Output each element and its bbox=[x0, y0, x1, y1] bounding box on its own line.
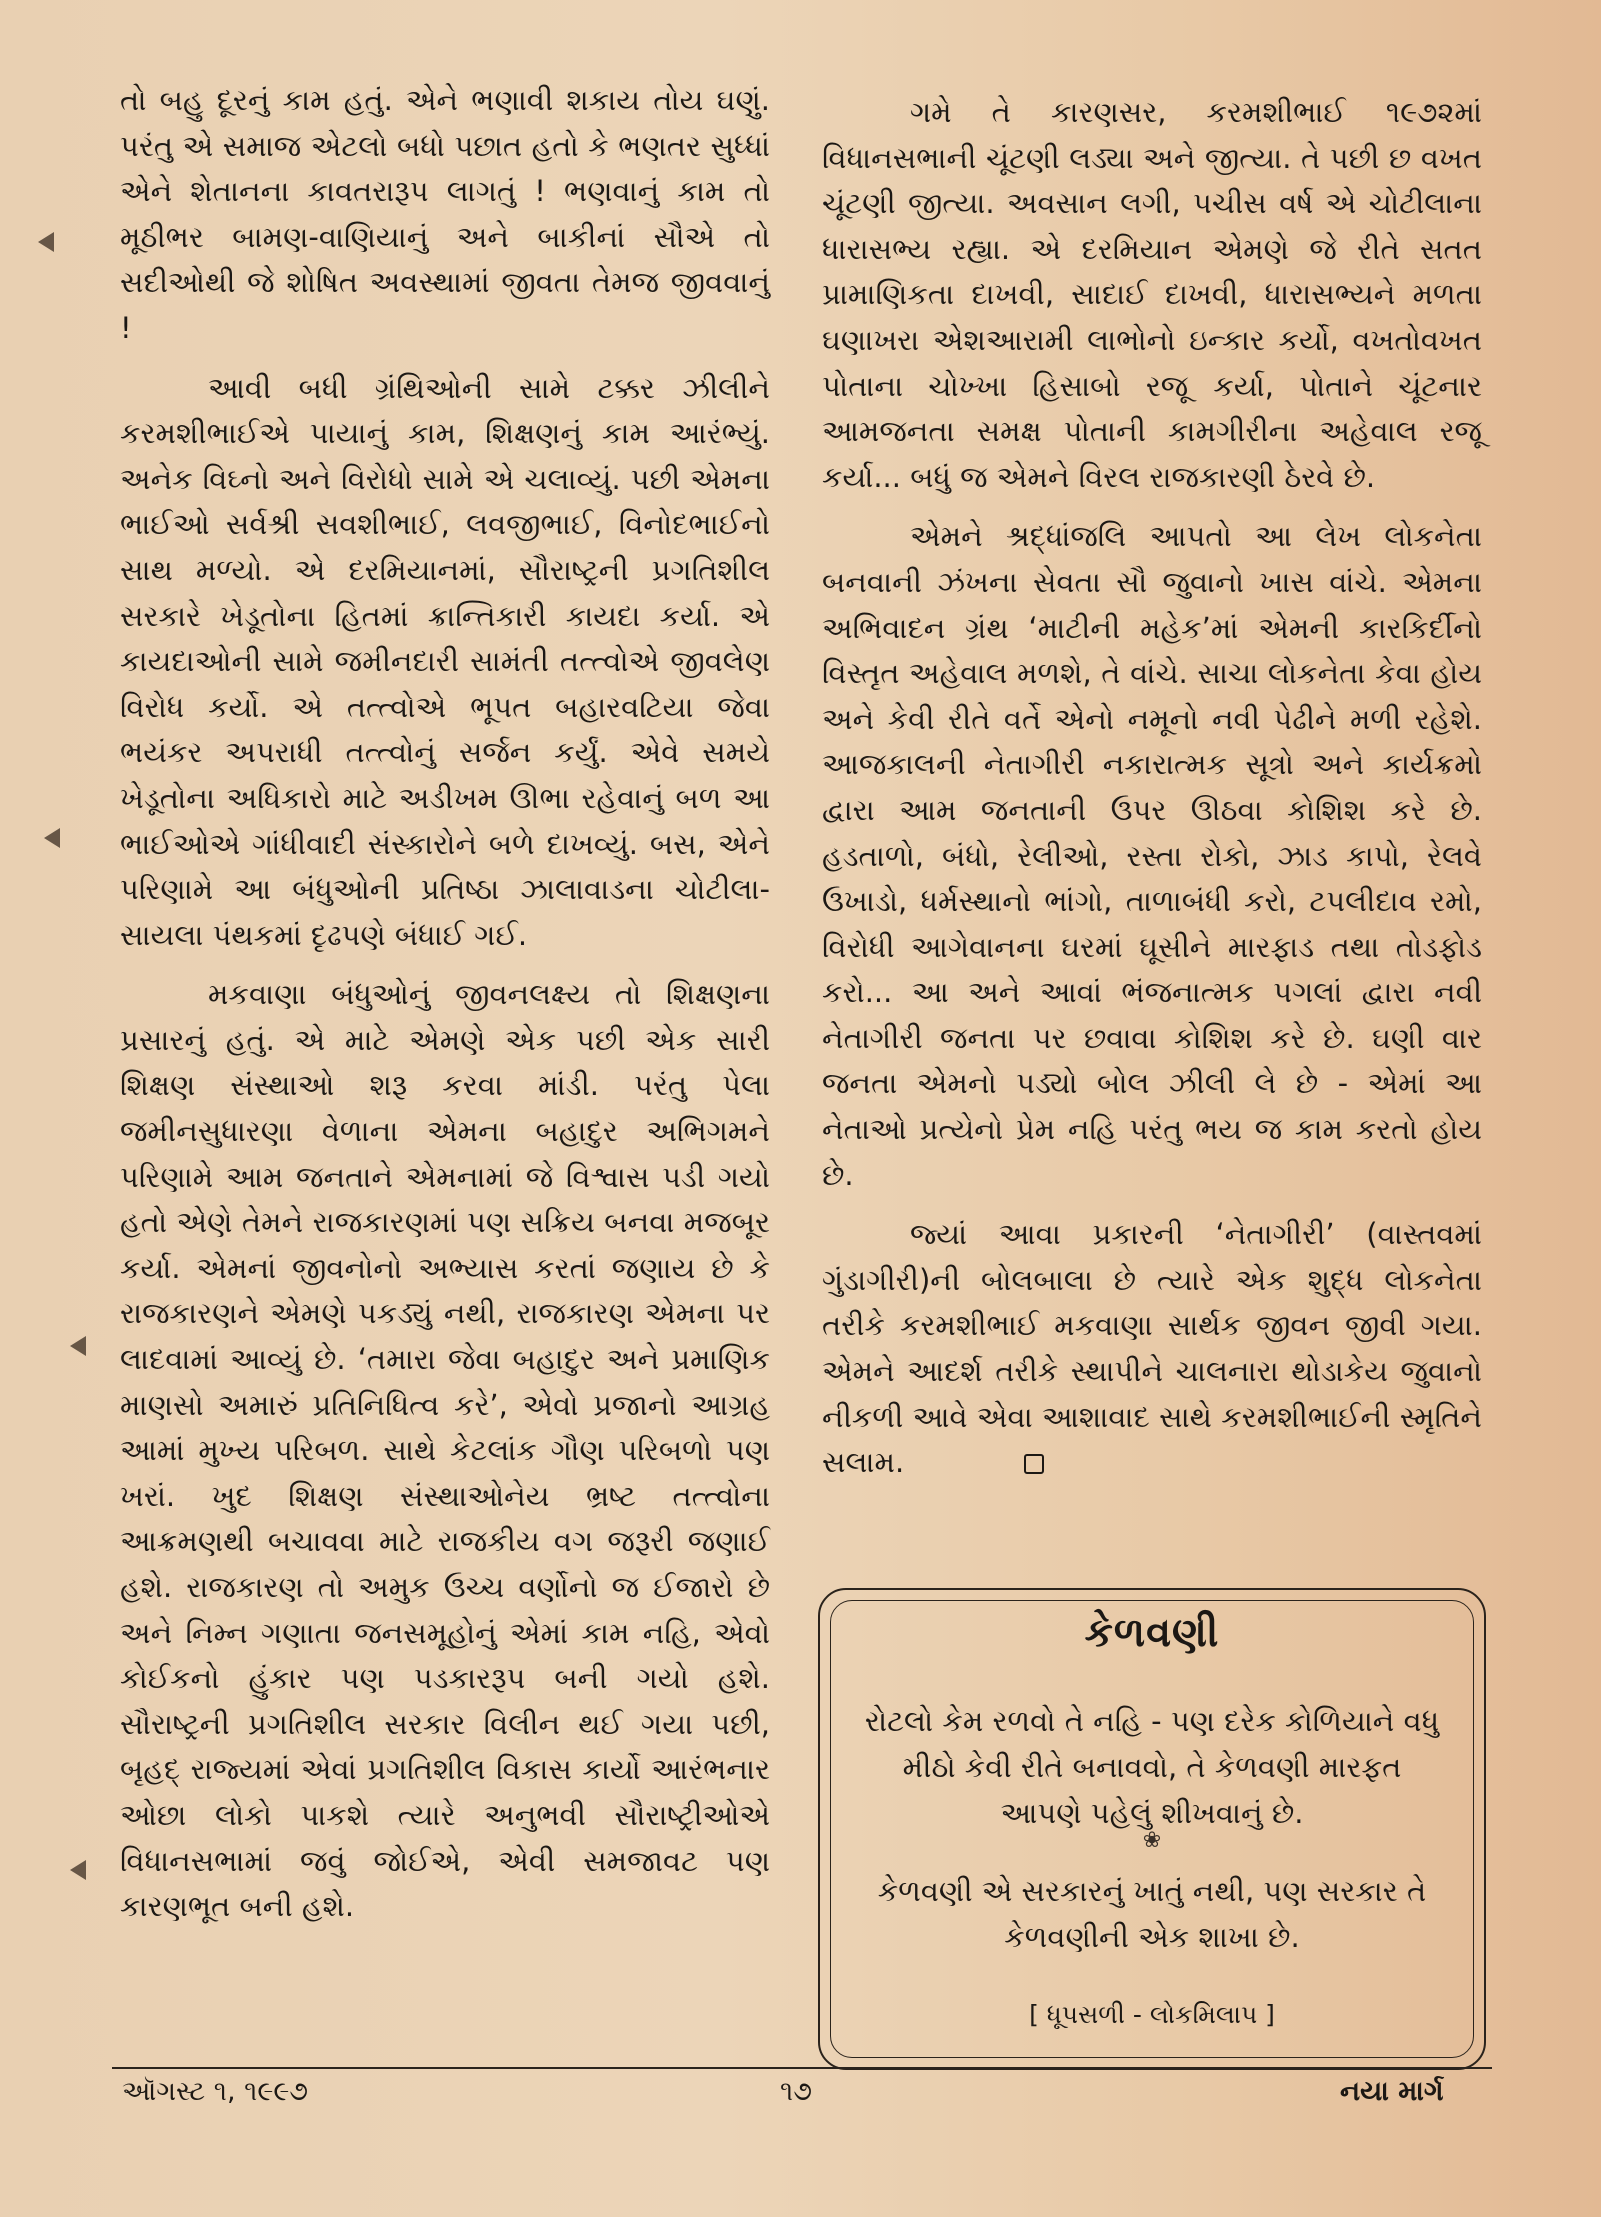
paragraph: તો બહુ દૂરનું કામ હતું. એને ભણાવી શકાય તોય ઘણું. પરંતુ એ સમાજ એટલો બધો પછાત હતો કે ભણતર સુધ્ધાં એને શેતાનના કાવતરારૂપ લાગતું ! ભણવાનું કામ તો મૂઠીભર બામણ-વાણિયાનું અને બાકીનાં સૌએ તો સદીઓથી જે શોષિત અવસ્થામાં જીવતા તેમજ જીવવાનું ! bbox=[120, 83, 770, 345]
left-column bbox=[120, 78, 770, 1944]
box-source: [ ધૂપસળી - લોકમિલાપ ] bbox=[1029, 2000, 1275, 2029]
box-quote-2: કેળવણી એ સરકારનું ખાતું નથી, પણ સરકાર તે કેળવણીની એક શાખા છે. bbox=[877, 1874, 1427, 1954]
footer-divider bbox=[112, 2067, 1492, 2069]
paragraph: આવી બધી ગ્રંથિઓની સામે ટક્કર ઝીલીને કરમશીભાઈએ પાયાનું કામ, શિક્ષણનું કામ આરંભ્યું. અનેક વિઘ્નો અને વિરોધો સામે એ ચલાવ્યું. પછી એમના ભાઈઓ સર્વશ્રી સવશીભાઈ, લવજીભાઈ, વિનોદભાઈનો સાથ મળ્યો. એ દરમિયાનમાં, સૌરાષ્ટ્રની પ્રગતિશીલ સરકારે ખેડૂતોના હિતમાં ક્રાન્તિકારી કાયદા કર્યા. એ કાયદાઓની સામે જમીનદારી સામંતી તત્ત્વોએ જીવલેણ વિરોધ કર્યો. એ તત્ત્વોએ ભૂપત બહારવટિયા જેવા ભયંકર અપરાધી તત્ત્વોનું સર્જન કર્યું. એવે સમયે ખેડૂતોના અધિકારો માટે અડીખમ ઊભા રહેવાનું બળ આ ભાઈઓએ ગાંધીવાદી સંસ્કારોને બળે દાખવ્યું. બસ, એને પરિણામે આ બંધુઓની પ્રતિષ્ઠા ઝાલાવાડના ચોટીલા-સાયલા પંથકમાં દૃઢપણે બંધાઈ ગઈ. bbox=[120, 370, 770, 952]
paragraph: મકવાણા બંધુઓનું જીવનલક્ષ્ય તો શિક્ષણના પ્રસારનું હતું. એ માટે એમણે એક પછી એક સારી શિક્ષણ સંસ્થાઓ શરૂ કરવા માંડી. પરંતુ પેલા જમીનસુધારણા વેળાના એમના બહાદુર અભિગમને પરિણામે આમ જનતાને એમનામાં જે વિશ્વાસ પડી ગયો હતો એણે તેમને રાજકારણમાં પણ સક્રિય બનવા મજબૂર કર્યા. એમનાં જીવનોનો અભ્યાસ કરતાં જણાય છે કે રાજકારણને એમણે પકડ્યું નથી, રાજકારણ એમના પર લાદવામાં આવ્યું છે. ‘તમારા જેવા બહાદુર અને પ્રમાણિક માણસો અમારું પ્રતિનિધિત્વ કરે’, એવો પ્રજાનો આગ્રહ આમાં મુખ્ય પરિબળ. સાથે કેટલાંક ગૌણ પરિબળો પણ ખરાં. ખુદ શિક્ષણ સંસ્થાઓનેય ભ્રષ્ટ તત્ત્વોના આક્રમણથી બચાવવા માટે રાજકીય વગ જરૂરી જણાઈ હશે. રાજકારણ તો અમુક ઉચ્ચ વર્ણોનો જ ઈજારો છે અને નિમ્ન ગણાતા જનસમૂહોનું એમાં કામ નહિ, એવો કોઈકનો હુંકાર પણ પડકારરૂપ બની ગયો હશે. સૌરાષ્ટ્રની પ્રગતિશીલ સરકાર વિલીન થઈ ગયા પછી, બૃહદ્ રાજ્યમાં એવાં પ્રગતિશીલ વિકાસ કાર્યો આરંભનાર ઓછા લોકો પાકશે ત્યારે અનુભવી સૌરાષ્ટ્રીઓએ વિધાનસભામાં જવું જોઈએ, એવી સમજાવટ પણ કારણભૂત બની હશે. bbox=[120, 977, 770, 1924]
paragraph: એમને શ્રદ્ધાંજલિ આપતો આ લેખ લોકનેતા બનવાની ઝંખના સેવતા સૌ જુવાનો ખાસ વાંચે. એમના અભિવાદન ગ્રંથ ‘માટીની મહેક’માં એમની કારકિર્દીનો વિસ્તૃત અહેવાલ મળશે, તે વાંચે. સાચા લોકનેતા કેવા હોય અને કેવી રીતે વર્તે એનો નમૂનો નવી પેઢીને મળી રહેશે. આજકાલની નેતાગીરી નકારાત્મક સૂત્રો અને કાર્યક્રમો દ્વારા આમ જનતાની ઉપર ઊઠવા કોશિશ કરે છે. હડતાળો, બંધો, રેલીઓ, રસ્તા રોકો, ઝાડ કાપો, રેલવે ઉખાડો, ધર્મસ્થાનો ભાંગો, તાળાબંધી કરો, ટપલીદાવ રમો, વિરોધી આગેવાનના ઘરમાં ઘૂસીને મારફાડ તથા તોડફોડ કરો... આ અને આવાં ભંજનાત્મક પગલાં દ્વારા નવી નેતાગીરી જનતા પર છવાવા કોશિશ કરે છે. ઘણી વાર જનતા એમનો પડ્યો બોલ ઝીલી લે છે - એમાં આ નેતાઓ પ્રત્યેનો પ્રેમ નહિ પરંતુ ભય જ કામ કરતો હોય છે. bbox=[822, 519, 1482, 1192]
punch-hole-mark bbox=[38, 232, 54, 252]
magazine-name: નયા માર્ગ bbox=[1340, 2076, 1444, 2107]
box-quote-1: રોટલો કેમ રળવો તે નહિ - પણ દરેક કોળિયાને વધુ મીઠો કેવી રીતે બનાવવો, તે કેળવણી મારફત આપણે પહેલું શીખવાનું છે. bbox=[864, 1704, 1440, 1830]
right-column bbox=[822, 90, 1482, 1500]
end-of-article-icon bbox=[1024, 1454, 1044, 1474]
paragraph-with-end-mark bbox=[822, 1212, 1482, 1486]
box-title: કેળવણી bbox=[1084, 1610, 1220, 1656]
page-number: ૧૭ bbox=[780, 2076, 812, 2107]
punch-hole-mark bbox=[70, 1336, 86, 1356]
paragraph-text: જ્યાં આવા પ્રકારની ‘નેતાગીરી’ (વાસ્તવમાં ગુંડાગીરી)ની બોલબાલા છે ત્યારે એક શુદ્ધ લોકનેતા તરીકે કરમશીભાઈ મકવાણા સાર્થક જીવન જીવી ગયા. એમને આદર્શ તરીકે સ્થાપીને ચાલનારા થોડાકેય જુવાનો નીકળી આવે એવા આશાવાદ સાથે કરમશીભાઈની સ્મૃતિને સલામ. bbox=[822, 1217, 1482, 1480]
paragraph: ગમે તે કારણસર, કરમશીભાઈ ૧૯૭૨માં વિધાનસભાની ચૂંટણી લડ્યા અને જીત્યા. તે પછી છ વખત ચૂંટણી જીત્યા. અવસાન લગી, પચીસ વર્ષ એ ચોટીલાના ધારાસભ્ય રહ્યા. એ દરમિયાન એમણે જે રીતે સતત પ્રામાણિકતા દાખવી, સાદાઈ દાખવી, ધારાસભ્યને મળતા ઘણાખરા એશઆરામી લાભોનો ઇન્કાર કર્યો, વખતોવખત પોતાના ચોખ્ખા હિસાબો રજૂ કર્યા, પોતાને ચૂંટનાર આમજનતા સમક્ષ પોતાની કામગીરીના અહેવાલ રજૂ કર્યા... બધું જ એમને વિરલ રાજકારણી ઠેરવે છે. bbox=[822, 95, 1482, 494]
footer-date: ઑગસ્ટ ૧, ૧૯૯૭ bbox=[122, 2076, 309, 2107]
education-quote-box bbox=[818, 1588, 1486, 2070]
punch-hole-mark bbox=[44, 828, 60, 848]
flower-separator-icon: ❀ bbox=[1142, 1828, 1162, 1853]
punch-hole-mark bbox=[70, 1860, 86, 1880]
